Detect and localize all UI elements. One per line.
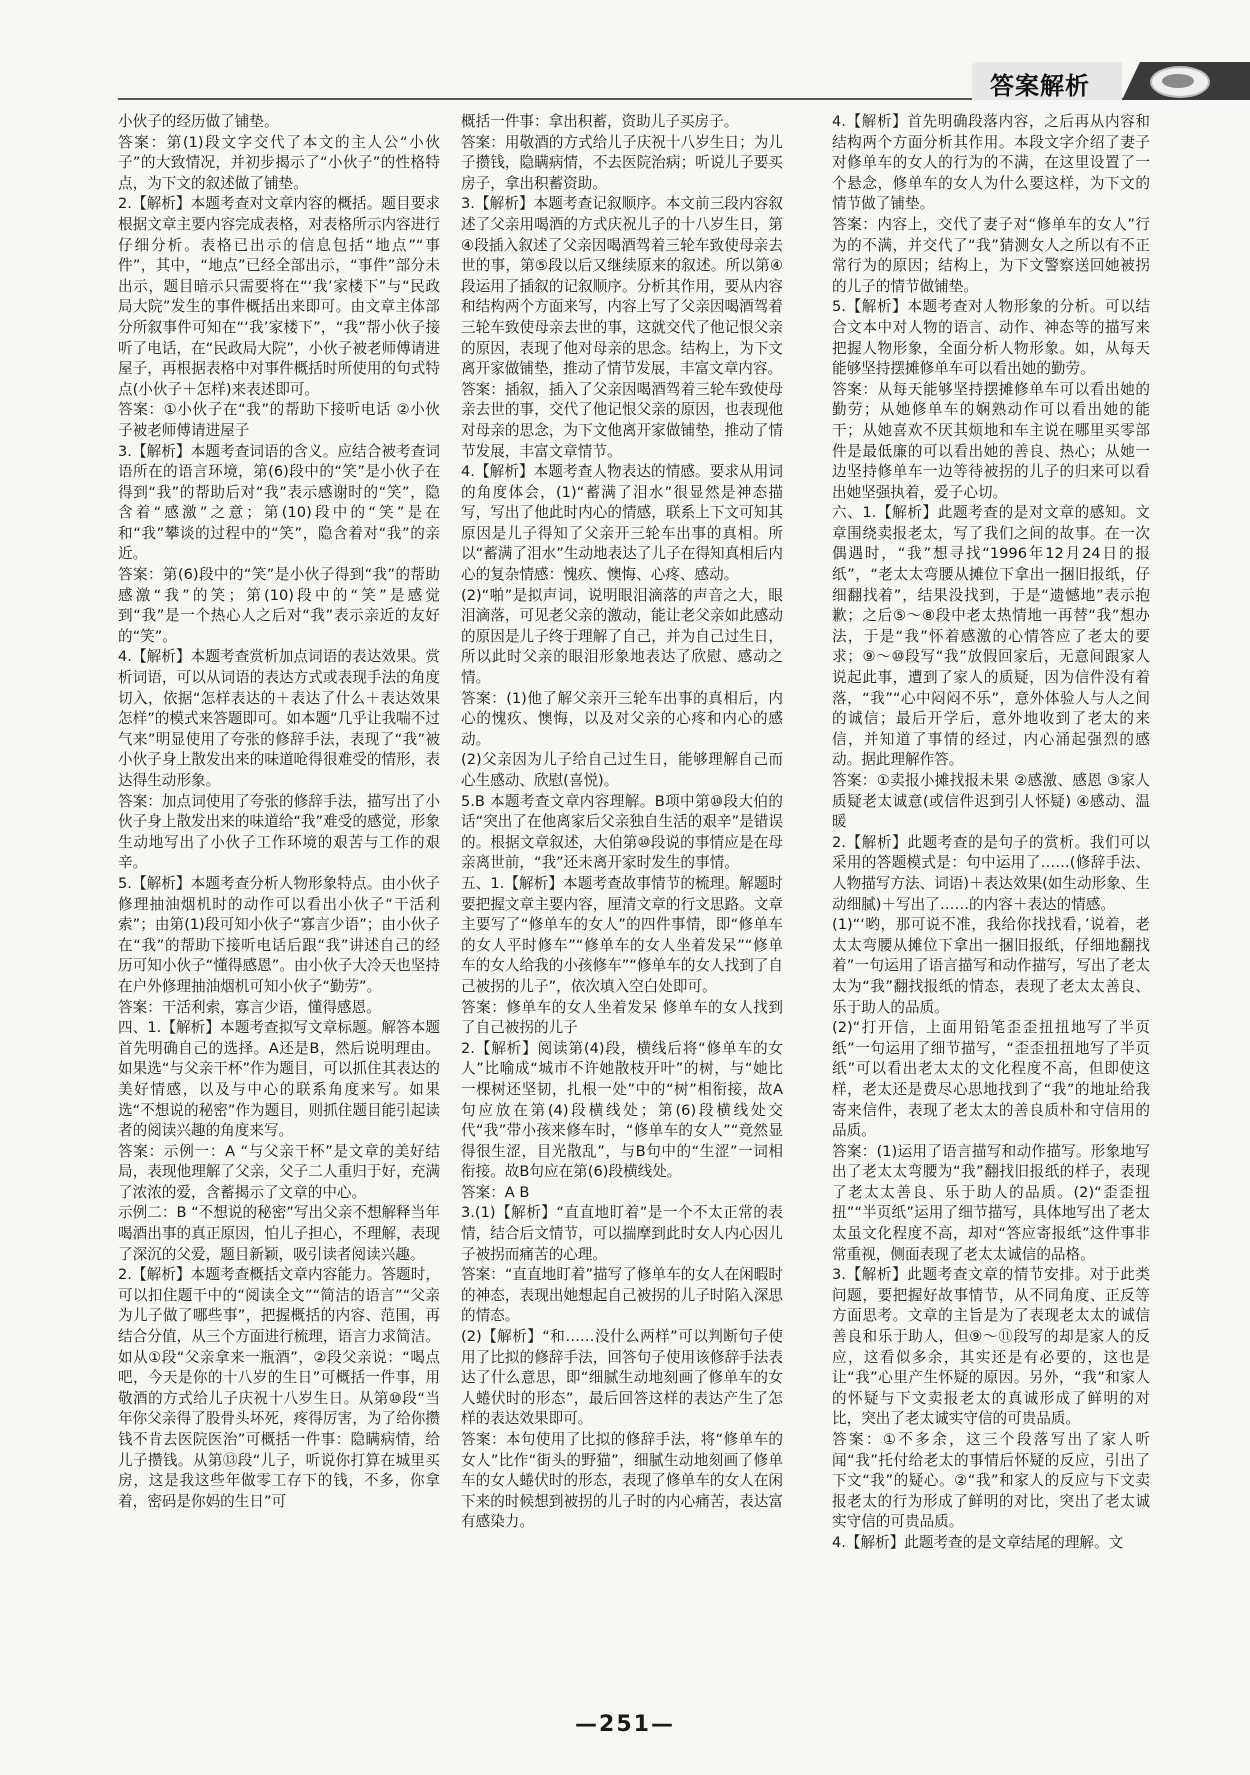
answer-paragraph: (2)【解析】“和……没什么两样”可以判断句子使用了比拟的修辞手法，回答句子使用该修辞手法表达了什么意思，即“细腻生动地刻画了修单车的女人蜷伏时的形态”，最后回答这样的表达产生了怎样的表达效果即可。 (461, 1328, 783, 1428)
answer-paragraph: 答案：本句使用了比拟的修辞手法，将“修单车的女人”比作“街头的野猫”，细腻生动地刻画了修单车的女人蜷伏时的形态，表现了修单车的女人在闲下来的时候想到被拐的儿子时的内心痛苦，表达富有感染力。 (461, 1431, 783, 1531)
answer-paragraph: 3.【解析】本题考查词语的含义。应结合被考查词语所在的语言环境，第(6)段中的“笑”是小伙子在得到“我”的帮助后对“我”表示感谢时的“笑”，隐含着“感激”之意；第(10)段中的“笑”是在和“我”攀谈的过程中的“笑”，隐含着对“我”的亲近。 (118, 442, 440, 563)
answer-paragraph: 4.【解析】首先明确段落内容，之后再从内容和结构两个方面分析其作用。本段文字介绍了妻子对修单车的女人的行为的不满，在这里设置了一个悬念，修单车的女人为什么要这样，为下文的情节做了铺垫。 (832, 113, 1150, 213)
answer-paragraph: 答案：①卖报小摊找报未果 ②感激、感恩 ③家人质疑老太诚意(或信件迟到引人怀疑) ④感动、温暖 (832, 772, 1150, 831)
answer-paragraph: 4.【解析】此题考查的是文章结尾的理解。文 (832, 1533, 1124, 1551)
answer-paragraph: 4.【解析】本题考查人物表达的情感。要求从用词的角度体会，(1)“蓄满了泪水”很显然是神态描写，写出了他此时内心的情感，联系上下文可知其原因是儿子得知了父亲开三轮车出事的真相。所以“蓄满了泪水”生动地表达了儿子在得知真相后内心的复杂情感：愧疚、懊悔、心疼、感动。 (461, 463, 783, 584)
answer-paragraph: 示例二：B “不想说的秘密”写出父亲不想解释当年喝酒出事的真正原因，怕儿子担心，不理解，表现了深沉的父爱，题目新颖，吸引读者阅读兴趣。 (118, 1204, 440, 1263)
answer-paragraph: 五、1.【解析】本题考查故事情节的梳理。解题时要把握文章主要内容，厘清文章的行文思路。文章主要写了“修单车的女人”的四件事情，即“修单车的女人平时修车”“修单车的女人坐着发呆”“修单车的女人给我的小孩修车”“修单车的女人找到了自己被拐的儿子”，依次填入空白处即可。 (461, 874, 783, 995)
answer-paragraph: 答案：(1)他了解父亲开三轮车出事的真相后，内心的愧疚、懊悔，以及对父亲的心疼和内心的感动。 (461, 689, 783, 748)
answer-paragraph: 六、1.【解析】此题考查的是对文章的感知。文章围绕卖报老太，写了我们之间的故事。在一次偶遇时，“我”想寻找“1996年12月24日的报纸”，“老太太弯腰从摊位下拿出一捆旧报纸，仔细翻找着”，结果没找到，于是“遗憾地”表示抱歉；之后⑤～⑧段中老太热情地一再替“我”想办法，于是“我”怀着感激的心情答应了老太的要求；⑨～⑩段写“我”放假回家后，无意间跟家人说起此事，遭到了家人的质疑，因为信件没有着落，“我”“心中闷闷不乐”，意外体验人与人之间的诚信；最后开学后，意外地收到了老太的来信，并知道了事情的经过，内心涌起强烈的感动。据此理解作答。 (832, 504, 1150, 769)
answer-paragraph: 答案：“直直地盯着”描写了修单车的女人在闲暇时的神态，表现出她想起自己被拐的儿子时陷入深思的情态。 (461, 1266, 783, 1325)
answer-paragraph: 答案：A B (461, 1183, 530, 1201)
answer-paragraph: 5.B 本题考查文章内容理解。B项中第⑩段大伯的话“突出了在他离家后父亲独自生活的艰辛”是错误的。根据文章叙述，大伯第⑩段说的事情应是在母亲离世前，“我”还未离开家时发生的事情。 (461, 792, 783, 872)
answer-paragraph: 答案：第(6)段中的“笑”是小伙子得到“我”的帮助感激“我”的笑；第(10)段中的“笑”是感觉到“我”是一个热心人之后对“我”表示亲近的友好的“笑”。 (118, 566, 440, 645)
answer-paragraph: 答案：用敬酒的方式给儿子庆祝十八岁生日；为儿子攒钱，隐瞒病情，不去医院治病；听说儿子要买房子，拿出积蓄资助。 (461, 133, 783, 192)
answer-column-3 (832, 112, 1150, 1692)
answer-paragraph: 答案：(1)运用了语言描写和动作描写。形象地写出了老太太弯腰为“我”翻找旧报纸的样子，表现了老太太善良、乐于助人的品质。(2)“歪歪扭扭”“半页纸”运用了细节描写，具体地写出了老太太虽文化程度不高，却对“答应寄报纸”这件事非常重视，侧面表现了老太太诚信的品格。 (832, 1142, 1150, 1263)
answer-paragraph: 3.(1)【解析】“直直地盯着”是一个不太正常的表情，结合后文情节，可以揣摩到此时女人内心因儿子被拐而痛苦的心理。 (461, 1204, 783, 1263)
answer-paragraph: 3.【解析】本题考查记叙顺序。本文前三段内容叙述了父亲用喝酒的方式庆祝儿子的十八岁生日，第④段插入叙述了父亲因喝酒驾着三轮车致使母亲去世的事，第⑤段以后又继续原来的叙述。所以第④段运用了插叙的记叙顺序。分析其作用，要从内容和结构两个方面来写，内容上写了父亲因喝酒驾着三轮车致使母亲去世的事，这就交代了他记恨父亲的原因，表现了他对母亲的思念。结构上，为下文离开家做铺垫，推动了情节发展，丰富文章内容。 (461, 195, 783, 378)
answer-paragraph: 答案：示例一：A “与父亲干杯”是文章的美好结局，表现他理解了父亲，父子二人重归于好，充满了浓浓的爱，含蓄揭示了文章的中心。 (118, 1142, 440, 1201)
answer-paragraph: 答案：插叙，插入了父亲因喝酒驾着三轮车致使母亲去世的事，交代了他记恨父亲的原因，也表现他对母亲的思念，为下文他离开家做铺垫，推动了情节发展，丰富文章情节。 (461, 380, 783, 460)
answer-paragraph: 答案：①不多余，这三个段落写出了家人听闻“我”托付给老太的事情后怀疑的反应，引出了下文“我”的疑心。②“我”和家人的反应与下文卖报老太的行为形成了鲜明的对比，突出了老太诚实守信的可贵品质。 (832, 1431, 1150, 1531)
answer-paragraph: 4.【解析】本题考查赏析加点词语的表达效果。赏析词语，可以从词语的表达方式或表现手法的角度切入，依据“怎样表达的＋表达了什么＋表达效果怎样”的模式来答题即可。如本题“几乎让我喘不过气来”明显使用了夸张的修辞手法，表现了“我”被小伙子身上散发出来的味道呛得很难受的情形，表达得生动形象。 (118, 648, 440, 789)
answer-paragraph: 答案：①小伙子在“我”的帮助下接听电话 ②小伙子被老师傅请进屋子 (118, 401, 440, 439)
answer-paragraph: 5.【解析】本题考查对人物形象的分析。可以结合文本中对人物的语言、动作、神态等的描写来把握人物形象，全面分析人物形象。如，从每天能够坚持摆摊修单车可以看出她的勤劳。 (832, 298, 1150, 378)
answer-paragraph: 2.【解析】阅读第(4)段，横线后将“修单车的女人”比喻成“城市不许她散枝开叶”的树，与“她比一棵树还坚韧，扎根一处”中的“树”相衔接，故A句应放在第(4)段横线处；第(6)段横线处交代“我”带小孩来修车时，“修单车的女人”“竟然显得很生涩，目光散乱”，与B句中的“生涩”一词相衔接。故B句应在第(6)段横线处。 (461, 1039, 783, 1181)
section-title: 答案解析 (990, 72, 1090, 100)
publisher-logo-icon (1150, 66, 1210, 98)
answer-paragraph: (2)“啪”是拟声词，说明眼泪滴落的声音之大，眼泪滴落，可见老父亲的激动，能让老父亲如此感动的原因是儿子终于理解了自己，并为自己过生日，所以此时父亲的眼泪形象地表达了欣慰、感动之情。 (461, 586, 783, 687)
answer-column-2 (461, 112, 783, 1692)
answer-paragraph: 2.【解析】此题考查的是句子的赏析。我们可以采用的答题模式是：句中运用了……(修辞手法、人物描写方法、词语)＋表达效果(如生动形象、生动细腻)＋写出了……的内容＋表达的情感。 (832, 833, 1150, 913)
running-header (0, 58, 1250, 106)
answer-paragraph: (2)父亲因为儿子给自己过生日，能够理解自己而心生感动、欣慰(喜悦)。 (461, 751, 783, 789)
answer-paragraph: 答案：内容上，交代了妻子对“修单车的女人”行为的不满，并交代了“我”猜测女人之所以有不正常行为的原因；结构上，为下文警察送回她被拐的儿子的情节做铺垫。 (832, 215, 1150, 295)
answer-paragraph: 概括一件事：拿出积蓄，资助儿子买房子。 (461, 113, 739, 130)
answer-paragraph: 小伙子的经历做了铺垫。 (118, 113, 279, 130)
page-number: —251— (575, 1712, 675, 1737)
answer-paragraph: 四、1.【解析】本题考查拟写文章标题。解答本题首先明确自己的选择。A还是B，然后说明理由。如果选“与父亲干杯”作为题目，可以抓住其表达的美好情感，以及与中心的联系角度来写。如果选“不想说的秘密”作为题目，则抓住题目能引起读者的阅读兴趣的角度来写。 (118, 1019, 440, 1140)
answer-paragraph: 答案：干活利索，寡言少语，懂得感恩。 (118, 998, 381, 1016)
answer-paragraph: 5.【解析】本题考查分析人物形象特点。由小伙子修理抽油烟机时的动作可以看出小伙子“干活利索”；由第(1)段可知小伙子“寡言少语”；由小伙子在“我”的帮助下接听电话后跟“我”讲述自己的经历可知小伙子“懂得感恩”。由小伙子大冷天也坚持在户外修理抽油烟机可知小伙子“勤劳”。 (118, 874, 440, 995)
answer-paragraph: 2.【解析】本题考查概括文章内容能力。答题时，可以扣住题干中的“阅读全文”“简洁的语言”“父亲为儿子做了哪些事”，把握概括的内容、范围，再结合分值，从三个方面进行梳理，语言力求简洁。如从①段“父亲拿来一瓶酒”，②段父亲说：“喝点吧，今天是你的十八岁的生日”可概括一件事，用敬酒的方式给儿子庆祝十八岁生日。从第⑩段“当年你父亲得了股骨头坏死，疼得厉害，为了给你攒钱不肯去医院医治”可概括一件事：隐瞒病情，给儿子攒钱。从第⑬段“儿子，听说你打算在城里买房，这是我这些年做零工存下的钱，不多，你拿着，密码是你妈的生日”可 (118, 1266, 440, 1510)
answer-paragraph: 2.【解析】本题考查对文章内容的概括。题目要求根据文章主要内容完成表格，对表格所示内容进行仔细分析。表格已出示的信息包括“地点”“事件”，其中，“地点”已经全部出示，“事件”部分未出示，题目暗示只需要将在“‘我’家楼下”与“民政局大院”发生的事件概括出来即可。由文章主体部分所叙事件可知在“‘我’家楼下”，“我”帮小伙子接听了电话，在“民政局大院”，小伙子被老师傅请进屋子，再根据表格中对事件概括时所使用的句式特点(小伙子＋怎样)来表述即可。 (118, 195, 440, 398)
answer-paragraph: 答案：第(1)段文字交代了本文的主人公“小伙子”的大致情况，并初步揭示了“小伙子”的性格特点，为下文的叙述做了铺垫。 (118, 133, 440, 192)
answer-paragraph: 答案：从每天能够坚持摆摊修单车可以看出她的勤劳；从她修单车的娴熟动作可以看出她的能干；从她喜欢不厌其烦地和车主说在哪里买零部件是最低廉的可以看出她的善良、热心；从她一边坚持修单车一边等待被拐的儿子的归来可以看出她坚强执着，爱子心切。 (832, 380, 1150, 501)
answer-paragraph: (2)“打开信，上面用铅笔歪歪扭扭地写了半页纸”一句运用了细节描写，“歪歪扭扭地写了半页纸”可以看出老太太的文化程度不高，但即使这样，老太还是费尽心思地找到了“我”的地址给我寄来信件，表现了老太太的善良质朴和守信用的品质。 (832, 1019, 1150, 1140)
answer-paragraph: 答案：加点词使用了夸张的修辞手法，描写出了小伙子身上散发出来的味道给“我”难受的感觉，形象生动地写出了小伙子工作环境的艰苦与工作的艰辛。 (118, 792, 440, 872)
answer-column-1 (118, 112, 440, 1692)
answer-paragraph: (1)“‘哟，那可说不准，我给你找找看，’说着，老太太弯腰从摊位下拿出一捆旧报纸，仔细地翻找着”一句运用了语言描写和动作描写，写出了老太太为“我”翻找报纸的情态，表现了老太太善良、乐于助人的品质。 (832, 916, 1150, 1016)
answer-paragraph: 3.【解析】此题考查文章的情节安排。对于此类问题，要把握好故事情节，从不同角度、正反等方面思考。文章的主旨是为了表现老太太的诚信善良和乐于助人，但⑨～⑪段写的却是家人的反应，这看似多余，其实还是有必要的，这也是让“我”心里产生怀疑的原因。另外，“我”和家人的怀疑与下文卖报老太的真诚形成了鲜明的对比，突出了老太诚实守信的可贵品质。 (832, 1266, 1150, 1428)
answer-paragraph: 答案：修单车的女人坐着发呆 修单车的女人找到了自己被拐的儿子 (461, 998, 783, 1037)
